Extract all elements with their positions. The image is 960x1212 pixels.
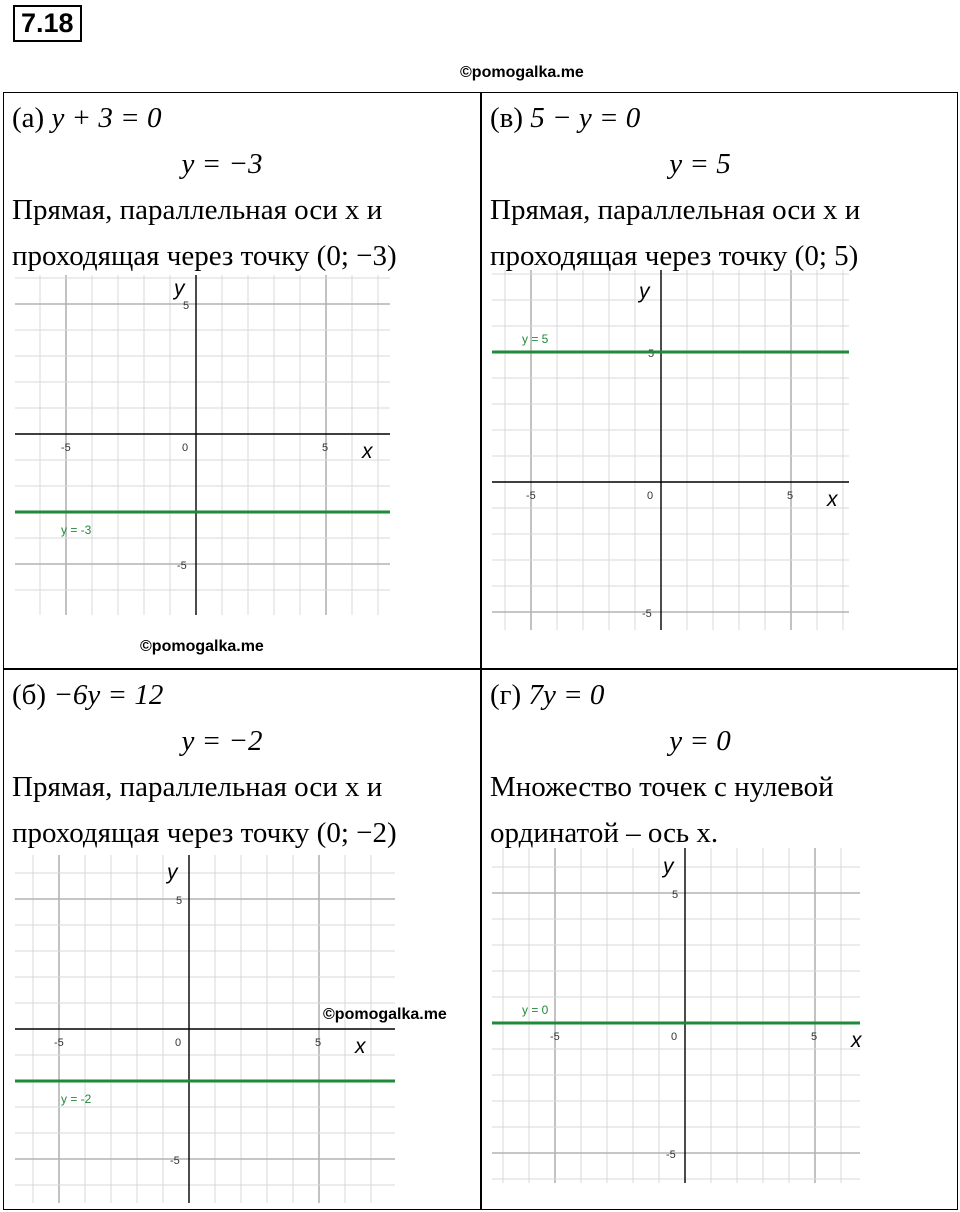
tick-y-pos: 5 <box>176 895 183 907</box>
solution: y = 5 <box>669 148 731 180</box>
cell-v <box>490 95 960 279</box>
y-axis-label: y <box>167 860 178 884</box>
tick-x-neg: -5 <box>54 1037 64 1049</box>
solution: y = −2 <box>181 725 263 757</box>
watermark-lower: ©pomogalka.me <box>323 1006 447 1023</box>
tick-y-pos: 5 <box>672 889 679 901</box>
tick-x-neg: -5 <box>550 1031 560 1043</box>
tick-y-neg: -5 <box>666 1149 676 1161</box>
watermark-middle: ©pomogalka.me <box>140 638 264 655</box>
equation: −6y = 12 <box>53 679 164 711</box>
part-label: (б) <box>12 679 47 711</box>
tick-x-neg: -5 <box>61 442 71 454</box>
description-line-2: ординатой – ось x. <box>490 817 719 849</box>
cell-g <box>490 672 960 856</box>
graph-b <box>15 855 395 1203</box>
description-line-1: Множество точек с нулевой <box>490 771 834 803</box>
description-line-2: проходящая через точку (0; −2) <box>12 817 397 849</box>
tick-y-neg: -5 <box>642 608 652 620</box>
solution: y = −3 <box>181 148 263 180</box>
part-label: (а) <box>12 102 45 134</box>
tick-y-pos: 5 <box>648 348 655 360</box>
tick-x-pos: 5 <box>315 1037 322 1049</box>
x-axis-label: x <box>362 440 373 463</box>
y-axis-label: y <box>639 280 650 303</box>
y-axis-label: y <box>663 854 674 878</box>
tick-origin: 0 <box>671 1031 678 1043</box>
description-line-1: Прямая, параллельная оси x и <box>12 194 383 226</box>
line-label: y = 5 <box>522 332 549 346</box>
description-line-1: Прямая, параллельная оси x и <box>12 771 383 803</box>
solution: y = 0 <box>669 725 731 757</box>
x-axis-label: x <box>827 488 838 511</box>
problem-number: 7.18 <box>13 5 82 42</box>
equation: 5 − y = 0 <box>530 102 641 134</box>
tick-origin: 0 <box>182 442 189 454</box>
graph-a <box>15 275 390 615</box>
line-label: y = 0 <box>522 1003 549 1017</box>
cell-b <box>12 672 482 856</box>
description-line-2: проходящая через точку (0; −3) <box>12 240 397 272</box>
graph-g <box>492 848 860 1183</box>
equation-line <box>490 95 960 141</box>
cell-a <box>12 95 482 279</box>
description-line-2: проходящая через точку (0; 5) <box>490 240 859 272</box>
watermark-top: ©pomogalka.me <box>460 64 584 81</box>
description-line-1: Прямая, параллельная оси x и <box>490 194 861 226</box>
line-label: y = -3 <box>61 523 92 537</box>
equation: y + 3 = 0 <box>51 102 162 134</box>
equation-line <box>490 672 960 718</box>
y-axis-label: y <box>174 277 185 300</box>
equation: 7y = 0 <box>528 679 605 711</box>
row-divider <box>4 668 957 670</box>
equation-line <box>12 672 482 718</box>
x-axis-label: x <box>851 1029 862 1052</box>
graph-v <box>492 270 849 630</box>
tick-y-neg: -5 <box>177 560 187 572</box>
x-axis-label: x <box>355 1035 366 1058</box>
tick-origin: 0 <box>175 1037 182 1049</box>
tick-y-neg: -5 <box>170 1155 180 1167</box>
tick-x-pos: 5 <box>787 490 794 502</box>
tick-y-pos: 5 <box>183 300 190 312</box>
part-label: (в) <box>490 102 524 134</box>
tick-origin: 0 <box>647 490 654 502</box>
part-label: (г) <box>490 679 522 711</box>
line-label: y = -2 <box>61 1092 92 1106</box>
tick-x-pos: 5 <box>322 442 329 454</box>
tick-x-neg: -5 <box>526 490 536 502</box>
tick-x-pos: 5 <box>811 1031 818 1043</box>
equation-line <box>12 95 482 141</box>
